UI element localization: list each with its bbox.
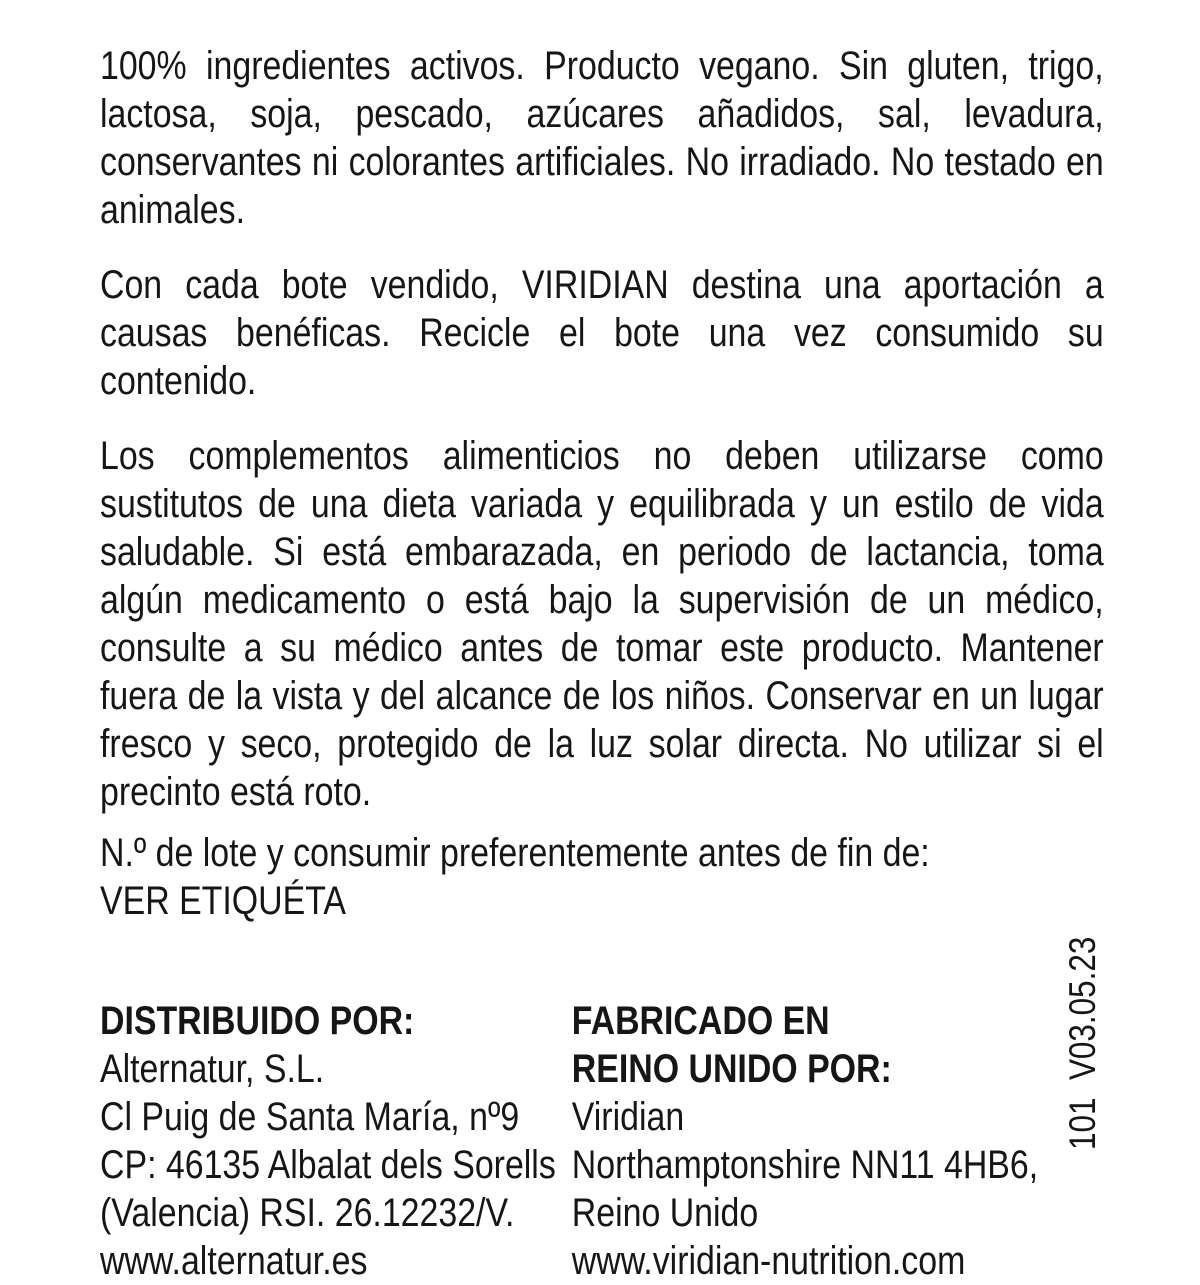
manufacturer-county-postcode: Northamptonshire NN11 4HB6, — [571, 1143, 1039, 1187]
manufacturer-heading-line2: REINO UNIDO POR: — [571, 1047, 892, 1091]
label-content — [100, 42, 1104, 1285]
distributor-registration: (Valencia) RSI. 26.12232/V. — [100, 1191, 515, 1235]
manufacturer-heading-line1: FABRICADO EN — [571, 999, 830, 1043]
vertical-batch-version-code: 101 V03.05.23 — [1062, 936, 1103, 1150]
distributor-heading: DISTRIBUIDO POR: — [100, 999, 415, 1043]
distributor-postcode: CP: 46135 Albalat dels Sorells — [100, 1143, 556, 1187]
lot-value-line: VER ETIQUÉTA — [100, 879, 346, 923]
address-columns — [100, 997, 1104, 1285]
distributor-company: Alternatur, S.L. — [100, 1047, 325, 1091]
charity-paragraph: Con cada bote vendido, VIRIDIAN destina una aportación a causas benéficas. Recicle el bote una vez consumido su contenido. — [100, 263, 1104, 403]
manufacturer-block — [572, 997, 1104, 1285]
distributor-website: www.alternatur.es — [100, 1239, 368, 1283]
distributor-street: Cl Puig de Santa María, nº9 — [100, 1095, 520, 1139]
advisory-paragraph: Los complementos alimenticios no deben utilizarse como sustitutos de una dieta variada y equilibrada y un estilo de vida saludable. Si está embarazada, en periodo de lactancia, toma algún medicamento o está bajo la supervisión de un médico, consulte a su médico antes de tomar este producto. Mantener fuera de la vista y del alcance de los niños. Conservar en un lugar fresco y seco, protegido de la luz solar directa. No utilizar si el precinto está roto. — [100, 434, 1104, 814]
claims-paragraph: 100% ingredientes activos. Producto vegano. Sin gluten, trigo, lactosa, soja, pescado, azúcares añadidos, sal, levadura, conservantes ni colorantes artificiales. No irradiado. No testado en animales. — [100, 44, 1104, 232]
manufacturer-company: Viridian — [571, 1095, 685, 1139]
manufacturer-website: www.viridian-nutrition.com — [571, 1239, 966, 1283]
manufacturer-country: Reino Unido — [571, 1191, 759, 1235]
distributor-block — [100, 997, 572, 1285]
lot-intro-line: N.º de lote y consumir preferentemente antes de fin de: — [100, 831, 930, 875]
lot-info — [100, 829, 1104, 925]
